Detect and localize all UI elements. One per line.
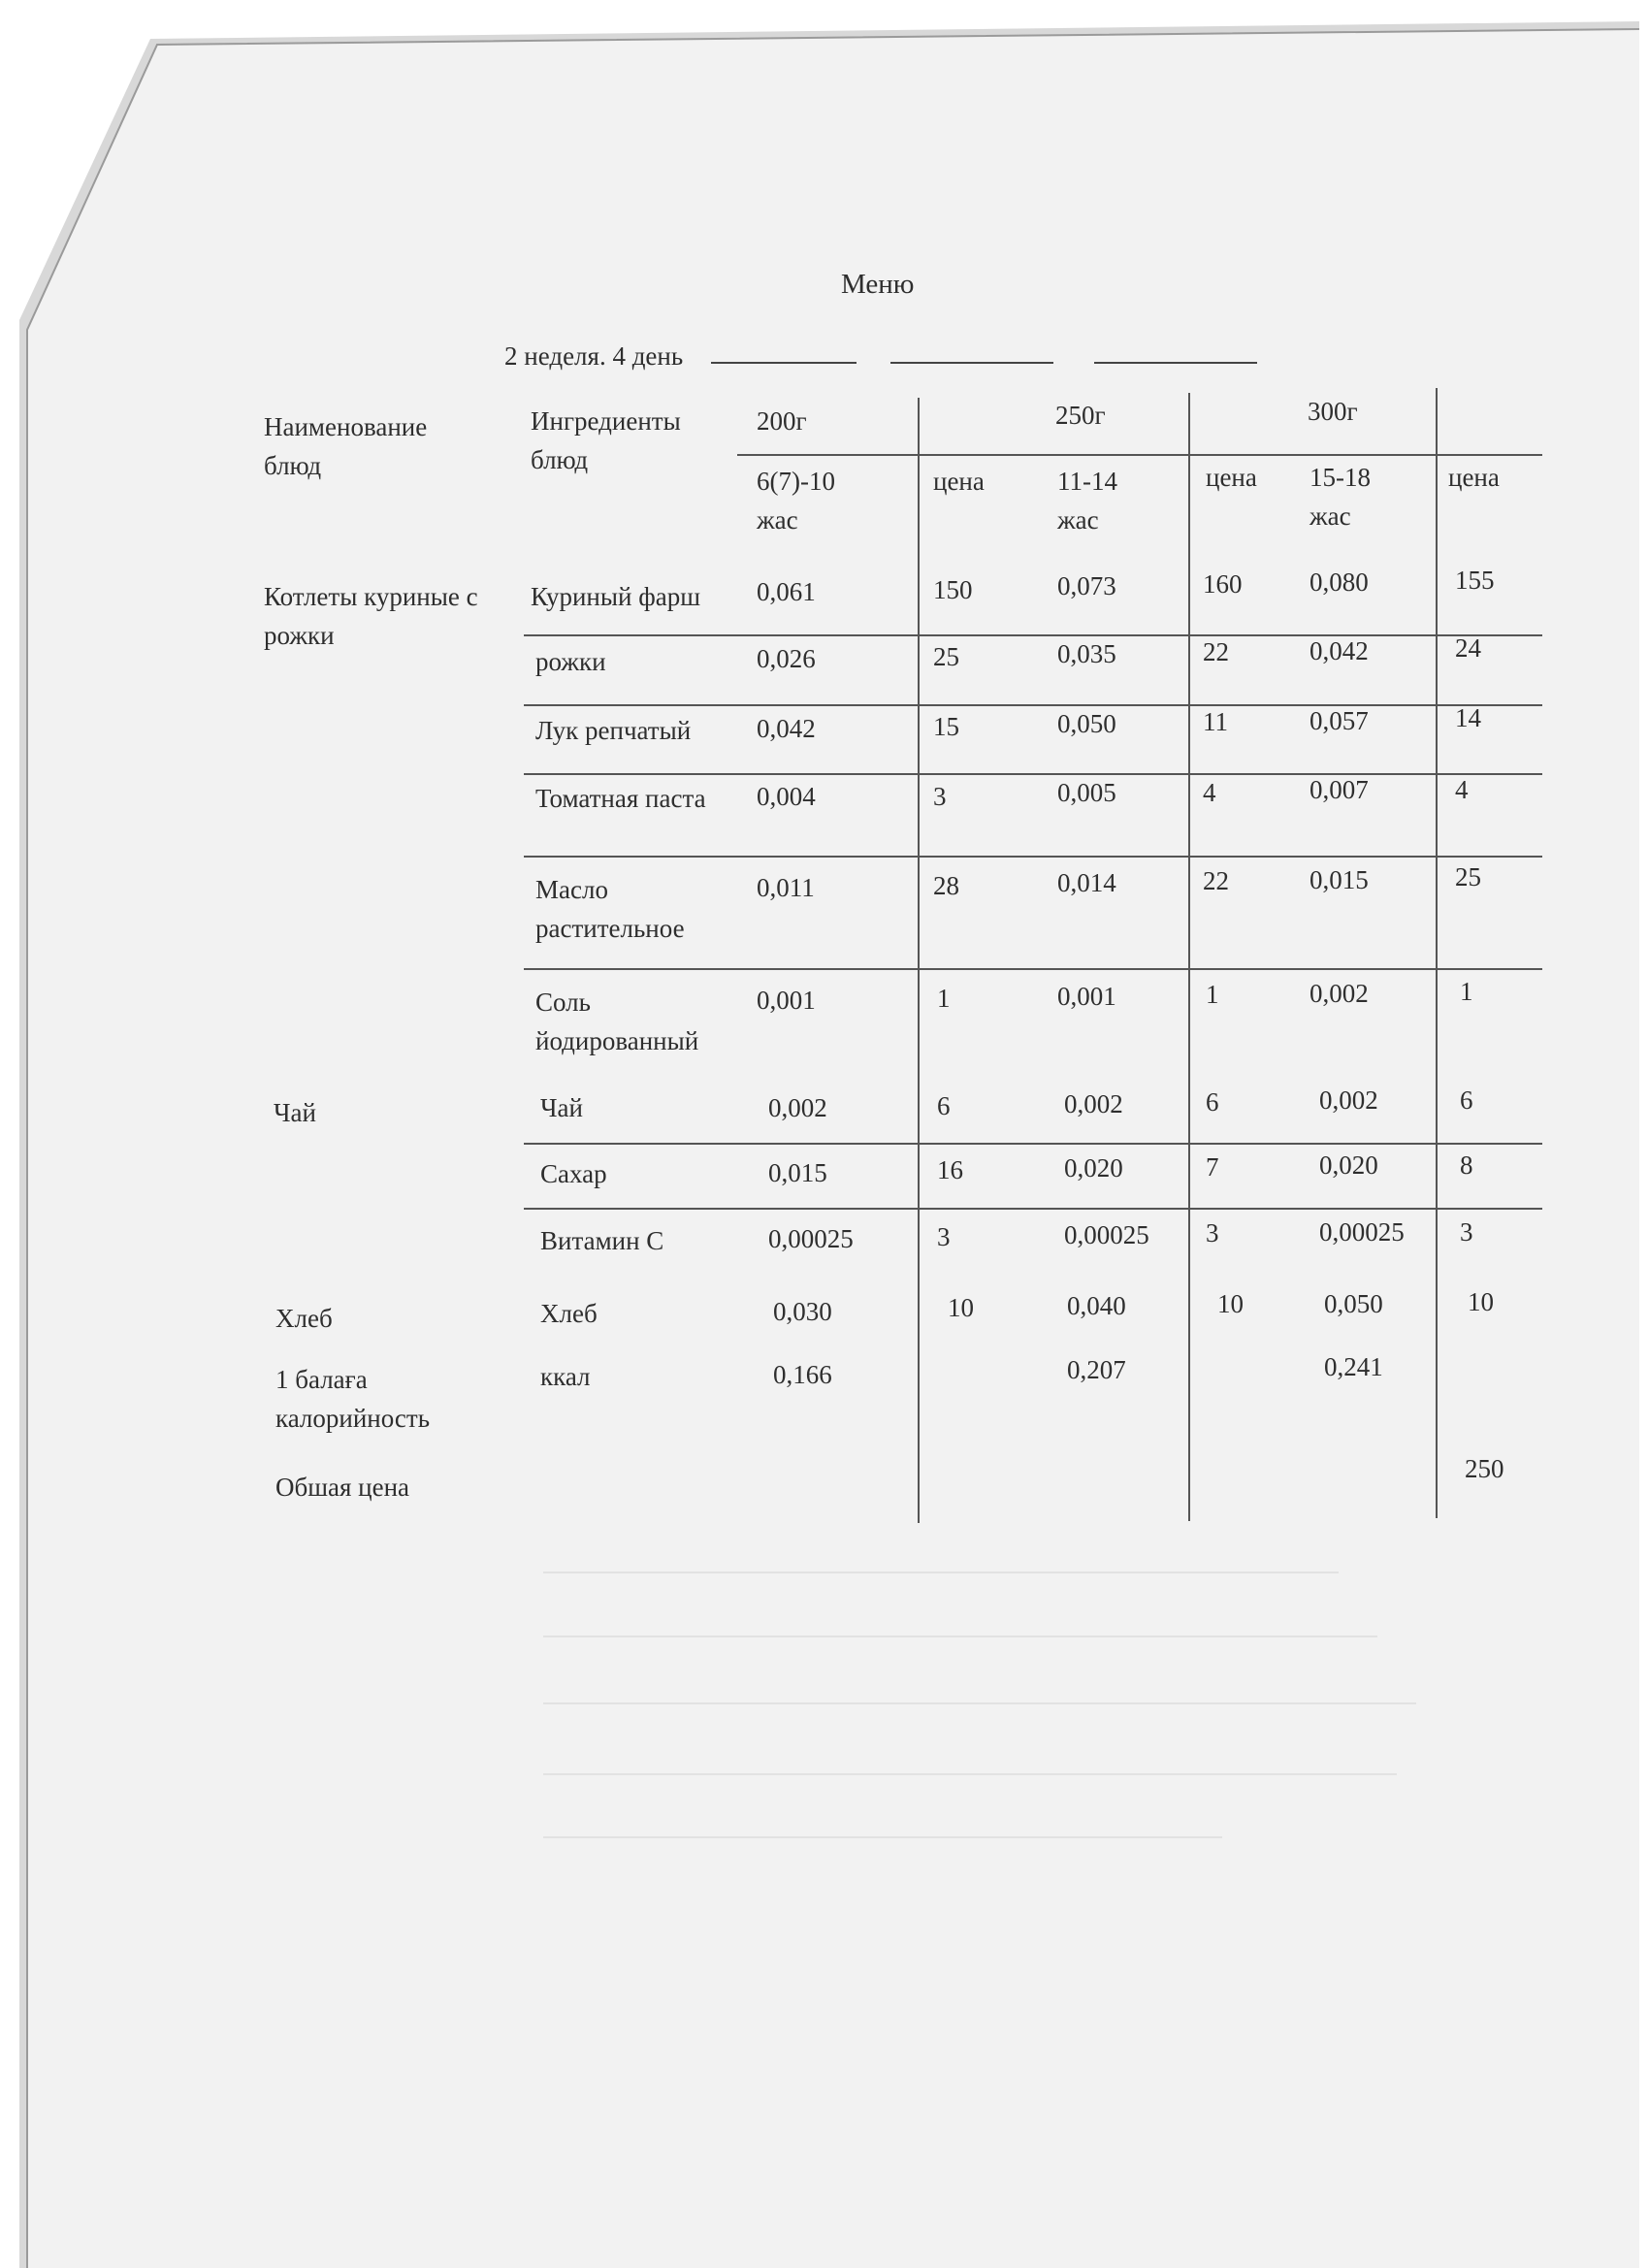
qty-250: 0,00025 — [1064, 1220, 1149, 1249]
show-through-line — [543, 1836, 1222, 1838]
qty-200: 0,015 — [768, 1158, 827, 1187]
header-divider — [737, 454, 1542, 456]
price-200: 150 — [933, 575, 973, 604]
header-portion-300: 300г — [1308, 397, 1358, 426]
price-300: 10 — [1468, 1287, 1494, 1316]
price-250: 11 — [1203, 707, 1228, 736]
qty-250: 0,014 — [1057, 868, 1116, 897]
qty-300: 0,002 — [1310, 979, 1369, 1008]
price-300: 14 — [1455, 703, 1481, 732]
price-250: 3 — [1206, 1218, 1219, 1247]
row-divider — [524, 856, 1542, 858]
total-value: 250 — [1465, 1454, 1504, 1483]
header-dish-name: Наименование блюд — [264, 412, 428, 480]
price-200: 25 — [933, 642, 959, 671]
header-ingredients: Ингредиенты блюд — [531, 406, 681, 474]
price-200: 1 — [937, 984, 951, 1013]
qty-200: 0,166 — [773, 1360, 832, 1389]
qty-300: 0,007 — [1310, 775, 1369, 804]
qty-200: 0,030 — [773, 1297, 832, 1326]
price-300: 1 — [1460, 977, 1473, 1006]
show-through-line — [543, 1571, 1339, 1573]
price-200: 6 — [937, 1091, 951, 1120]
date-blank-2 — [890, 362, 1053, 364]
qty-200: 0,00025 — [768, 1224, 854, 1253]
ingredient-name: Витамин С — [540, 1226, 664, 1255]
qty-300: 0,00025 — [1319, 1217, 1405, 1247]
ingredient-name: Хлеб — [540, 1299, 598, 1328]
qty-250: 0,207 — [1067, 1355, 1126, 1384]
ingredient-name: Сахар — [540, 1159, 607, 1188]
dish-name: Чай — [274, 1098, 316, 1127]
qty-250: 0,035 — [1057, 639, 1116, 668]
qty-200: 0,061 — [757, 577, 816, 606]
qty-300: 0,057 — [1310, 706, 1369, 735]
qty-300: 0,241 — [1324, 1352, 1383, 1381]
row-divider — [524, 1208, 1542, 1210]
ingredient-name: Соль йодированный — [535, 988, 699, 1055]
header-price-3: цена — [1448, 463, 1500, 492]
price-250: 6 — [1206, 1087, 1219, 1117]
qty-300: 0,015 — [1310, 865, 1369, 894]
price-250: 22 — [1203, 866, 1229, 895]
header-portion-250: 250г — [1055, 401, 1106, 430]
price-250: 7 — [1206, 1152, 1219, 1182]
row-divider — [524, 634, 1542, 636]
qty-200: 0,002 — [768, 1093, 827, 1122]
price-300: 3 — [1460, 1217, 1473, 1247]
qty-200: 0,001 — [757, 986, 816, 1015]
header-price-2: цена — [1206, 463, 1257, 492]
qty-300: 0,050 — [1324, 1289, 1383, 1318]
page-title: Меню — [841, 269, 915, 300]
price-300: 25 — [1455, 862, 1481, 891]
price-200: 3 — [937, 1222, 951, 1251]
qty-300: 0,002 — [1319, 1085, 1378, 1115]
qty-300: 0,042 — [1310, 636, 1369, 665]
header-age-6-10: 6(7)-10 жас — [757, 467, 835, 535]
ingredient-name: ккал — [540, 1362, 591, 1391]
row-divider — [524, 704, 1542, 706]
dish-name: Котлеты куриные с рожки — [264, 582, 478, 650]
date-blank-1 — [711, 362, 857, 364]
qty-250: 0,073 — [1057, 571, 1116, 600]
qty-250: 0,040 — [1067, 1291, 1126, 1320]
ingredient-name: Масло растительное — [535, 875, 685, 943]
ingredient-name: Томатная паста — [535, 784, 706, 813]
ingredient-name: Куриный фарш — [531, 582, 700, 611]
price-200: 10 — [948, 1293, 974, 1322]
qty-250: 0,020 — [1064, 1153, 1123, 1183]
price-250: 1 — [1206, 980, 1219, 1009]
price-300: 6 — [1460, 1085, 1473, 1115]
ingredient-name: Чай — [540, 1093, 583, 1122]
header-price-1: цена — [933, 467, 985, 496]
qty-200: 0,026 — [757, 644, 816, 673]
qty-250: 0,050 — [1057, 709, 1116, 738]
qty-300: 0,080 — [1310, 567, 1369, 597]
dish-name: 1 балаға калорийность — [275, 1365, 431, 1433]
qty-200: 0,004 — [757, 782, 816, 811]
ingredient-name: Лук репчатый — [535, 716, 692, 745]
qty-250: 0,005 — [1057, 778, 1116, 807]
price-250: 22 — [1203, 637, 1229, 666]
qty-250: 0,001 — [1057, 982, 1116, 1011]
column-divider — [1188, 393, 1190, 1521]
header-age-11-14: 11-14 жас — [1057, 467, 1117, 535]
row-divider — [524, 968, 1542, 970]
price-300: 155 — [1455, 566, 1495, 595]
column-divider — [918, 398, 920, 1523]
price-200: 28 — [933, 871, 959, 900]
qty-300: 0,020 — [1319, 1150, 1378, 1180]
qty-250: 0,002 — [1064, 1089, 1123, 1118]
show-through-line — [543, 1702, 1416, 1704]
price-200: 15 — [933, 712, 959, 741]
show-through-line — [543, 1773, 1397, 1775]
price-250: 10 — [1217, 1289, 1244, 1318]
qty-200: 0,011 — [757, 873, 815, 902]
row-divider — [524, 1143, 1542, 1145]
show-through-line — [543, 1636, 1377, 1637]
header-portion-200: 200г — [757, 406, 807, 436]
price-250: 160 — [1203, 569, 1243, 599]
page-subtitle: 2 неделя. 4 день — [504, 341, 684, 371]
column-divider — [1436, 388, 1438, 1518]
price-300: 4 — [1455, 775, 1469, 804]
price-300: 24 — [1455, 633, 1481, 663]
dish-name: Хлеб — [275, 1304, 333, 1333]
header-age-15-18: 15-18 жас — [1310, 463, 1371, 531]
price-200: 3 — [933, 782, 947, 811]
row-divider — [524, 773, 1542, 775]
price-200: 16 — [937, 1155, 963, 1184]
price-300: 8 — [1460, 1150, 1473, 1180]
date-blank-3 — [1094, 362, 1257, 364]
price-250: 4 — [1203, 778, 1216, 807]
total-label: Обшая цена — [275, 1473, 410, 1502]
qty-200: 0,042 — [757, 714, 816, 743]
ingredient-name: рожки — [535, 647, 606, 676]
